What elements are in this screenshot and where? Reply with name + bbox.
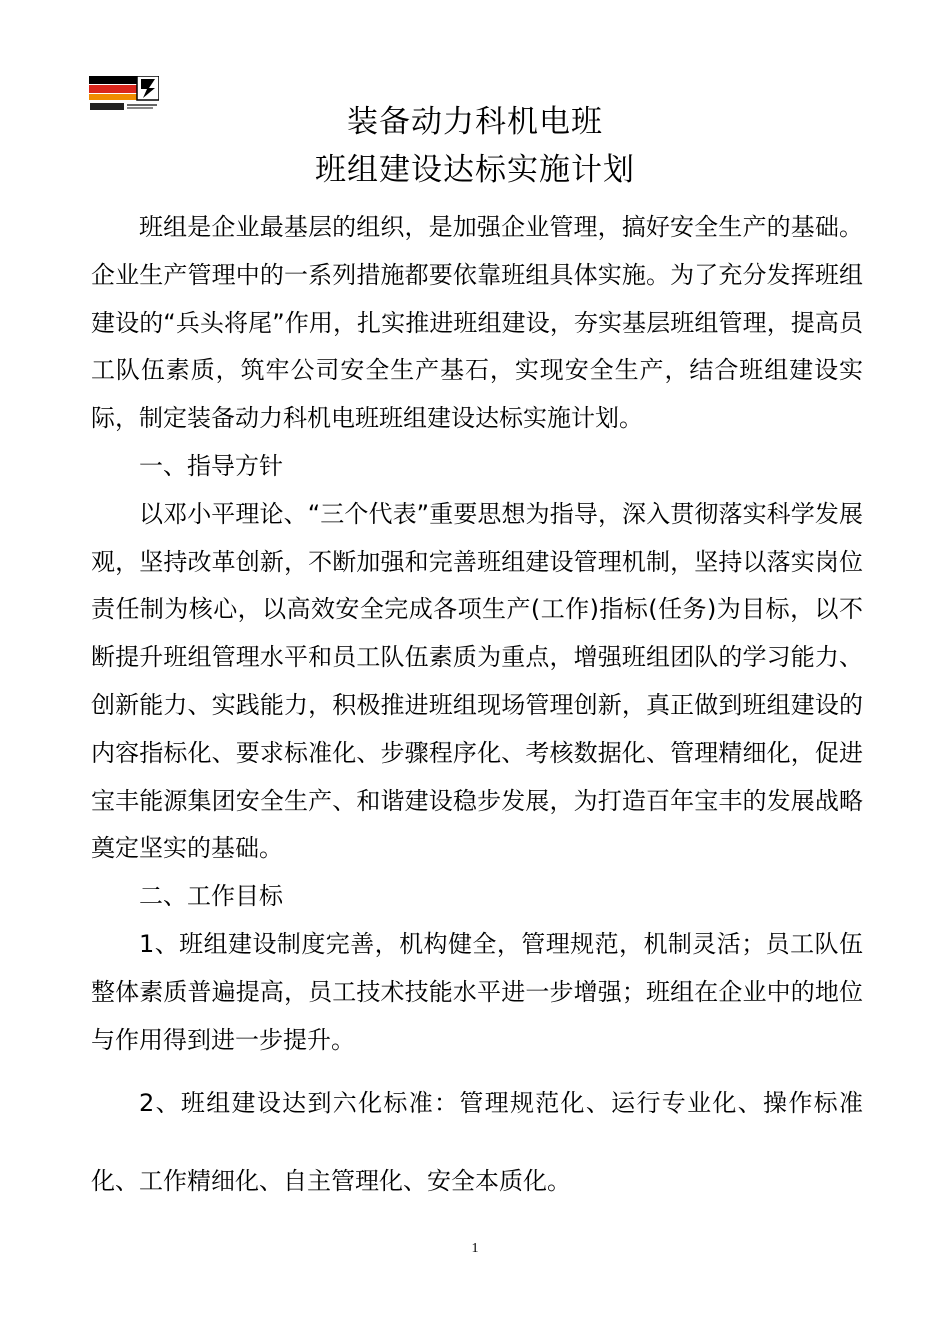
page-number: 1 (471, 1241, 479, 1256)
section-heading-goals: 二、工作目标 (139, 882, 283, 911)
paragraph-goal-2: 2、班组建设达到六化标准：管理规范化、运行专业化、操作标准化、工作精细化、自主管理化、安全本质化。 (91, 1089, 863, 1196)
paragraph-goal-1: 1、班组建设制度完善，机构健全，管理规范，机制灵活；员工队伍整体素质普遍提高，员工技术技能水平进一步增强；班组在企业中的地位与作用得到进一步提升。 (91, 929, 863, 1054)
section-heading-guideline: 一、指导方针 (139, 451, 283, 480)
document-title-line-2: 班组建设达标实施计划 (315, 152, 635, 188)
paragraph-intro: 班组是企业最基层的组织，是加强企业管理，搞好安全生产的基础。企业生产管理中的一系列措施都要依靠班组具体实施。为了充分发挥班组建设的“兵头将尾”作用，扎实推进班组建设，夯实基层班组管理，提高员工队伍素质，筑牢公司安全生产基石，实现安全生产，结合班组建设实际，制定装备动力科机电班班组建设达标实施计划。 (91, 213, 863, 433)
document-body (91, 204, 863, 1220)
paragraph-guideline: 以邓小平理论、“三个代表”重要思想为指导，深入贯彻落实科学发展观，坚持改革创新，不断加强和完善班组建设管理机制，坚持以落实岗位责任制为核心，以高效安全完成各项生产(工作)指标(任务)为目标，以不断提升班组管理水平和员工队伍素质为重点，增强班组团队的学习能力、创新能力、实践能力，积极推进班组现场管理创新，真正做到班组建设的内容指标化、要求标准化、步骤程序化、考核数据化、管理精细化，促进宝丰能源集团安全生产、和谐建设稳步发展，为打造百年宝丰的发展战略奠定坚实的基础。 (91, 499, 863, 863)
document-title-line-1: 装备动力科机电班 (347, 104, 603, 140)
